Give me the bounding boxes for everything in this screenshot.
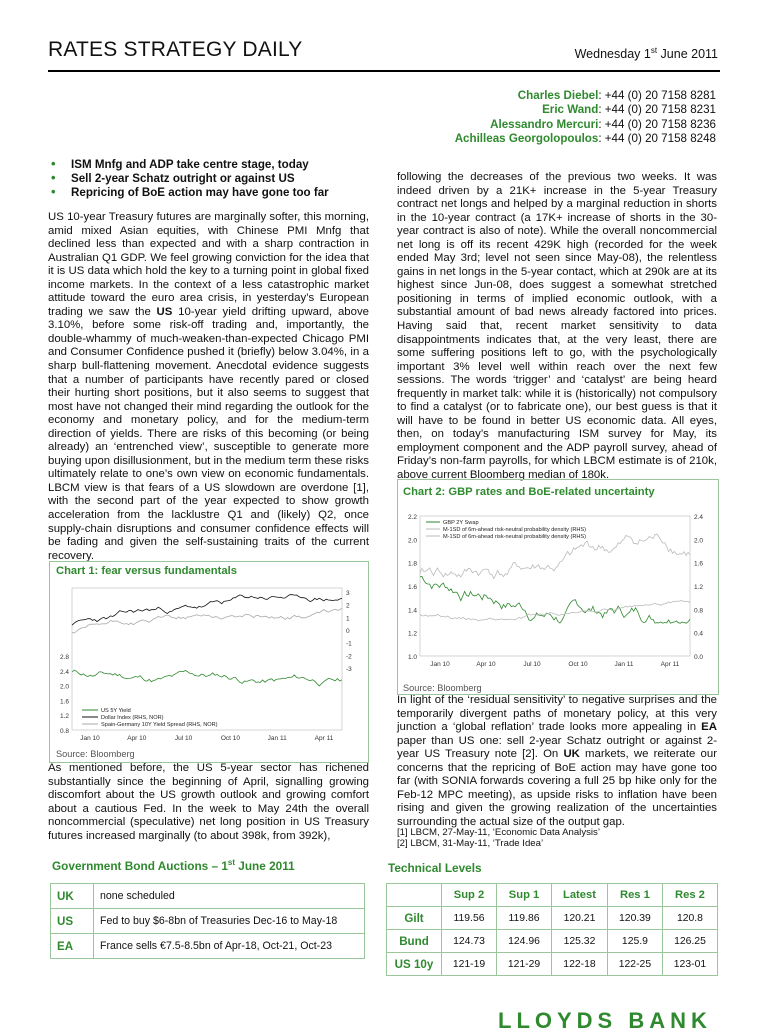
technical-title: Technical Levels xyxy=(388,861,482,875)
text-run: US 10-year Treasury futures are marginally softer, this morning, amid mixed Asian equities, with Chinese PMI Mnfg that declined less than expected and with a sharp contraction in Australian Q1 GDP. We feel growing conviction for the idea that it is US data which hold the key to a turning point in global fixed income markets. In the context of a less catastrophic market attitude toward the euro area crisis, in yesterday’s European trading we saw the xyxy=(48,211,369,318)
table-cell: 125.9 xyxy=(607,930,662,953)
text-run: In light of the ‘residual sensitivity’ to negative surprises and the temporarily divergent paths of monetary policy, at this very junction a ‘global reflation’ trade looks more appealing in xyxy=(397,694,717,734)
chart2-right-tick: 1.6 xyxy=(694,560,704,568)
chart2-x-tick: Jan 11 xyxy=(614,661,634,668)
left-column-text-2 xyxy=(48,762,369,843)
chart1-left-tick: 1.2 xyxy=(59,713,69,721)
chart1-right-tick: 0 xyxy=(346,628,350,635)
chart2-legend-label: M-1SD of 6m-ahead risk-neutral probability density (RHS) xyxy=(443,534,587,541)
header-rule xyxy=(48,70,720,72)
table-header-row xyxy=(387,884,718,907)
table-cell: 119.56 xyxy=(442,907,497,930)
table-cell: 125.32 xyxy=(552,930,608,953)
paragraph: As mentioned before, the US 5-year sector has richened substantially since the beginning of April, signalling growing discomfort about the US growth outlook and growing comfort about a cautious Fed. In the week to May 24th the overall noncommercial (speculative) net long position in US Treasury futures increased marginally (to about 398k, from 392k), xyxy=(48,762,369,842)
table-cell: 120.39 xyxy=(607,907,662,930)
chart2-x-tick: Jan 10 xyxy=(430,661,450,668)
chart1-right-tick: 3 xyxy=(346,590,350,597)
table-cell: 119.86 xyxy=(497,907,552,930)
table-cell: France sells €7.5-8.5bn of Apr-18, Oct-21, Oct-23 xyxy=(94,934,365,959)
contact-item xyxy=(316,132,716,146)
auctions-title-sup: st xyxy=(227,858,236,867)
chart1-series-dollar xyxy=(72,595,342,626)
chart1-left-tick: 2.4 xyxy=(59,668,69,676)
table-row xyxy=(51,909,365,934)
auctions-title xyxy=(52,858,295,873)
auctions-table xyxy=(50,883,365,959)
key-point: • Repricing of BoE action may have gone too far xyxy=(48,186,378,200)
left-column-text xyxy=(48,211,369,563)
chart1-x-tick: Jul 10 xyxy=(174,735,193,742)
key-points xyxy=(48,158,378,199)
table-cell-key: UK xyxy=(51,884,94,909)
chart2-left-tick: 1.4 xyxy=(407,607,417,615)
chart1-left-tick: 2.0 xyxy=(59,683,69,691)
chart1-series-us5y xyxy=(72,670,342,686)
contact-list xyxy=(316,89,716,147)
chart2-legend-label: GBP 2Y Swap xyxy=(443,520,479,527)
chart2-left-tick: 2.2 xyxy=(407,514,417,521)
table-cell: none scheduled xyxy=(94,884,365,909)
table-cell: 124.73 xyxy=(442,930,497,953)
chart2-right-tick: 2.0 xyxy=(694,537,704,545)
text-run: 10-year yield drifting upward, above 3.10%, before some risk-off trading and, importantly, the double-whammy of much-weaken-than-expected Chicago PMI and Consumer Confidence pushed it (briefly) below 3.04%, in a sharp bull-flattening movement. Anecdotal evidence suggests that a number of participants have recently pared or closed their hurting short positions, but it also seems to suggest that most have not changed their mind regarding the outlook for the economy and monetary policy, and for the medium-term direction of yields. There are risks of this becoming (or being already) an ‘entrenched view’, susceptible to generate more buying upon disillusionment, but in the medium term these risks ultimately relate to one’s own view on economic fundamentals. LBCM view is that fears of a US slowdown are overdone [1], with the second part of the year expected to show growth acceleration from the lacklustre Q1 and (likely) Q2, once supply-chain disruptions and consumer confidence effects will be fading and given the self-sustaining traits of the current recovery. xyxy=(48,305,369,562)
chart1-legend-label: Dollar Index (RHS, NOR) xyxy=(101,715,164,722)
date-day: Wednesday 1 xyxy=(574,47,651,62)
table-cell: 120.21 xyxy=(552,907,608,930)
chart2-plot xyxy=(398,506,716,678)
contact-phone: : +44 (0) 20 7158 8236 xyxy=(598,117,716,131)
contact-name: Alessandro Mercuri xyxy=(490,117,599,131)
chart2-right-tick: 0.0 xyxy=(694,654,704,661)
chart2-series-gbp2y xyxy=(420,576,690,623)
chart2-right-tick: 0.4 xyxy=(694,630,704,638)
paragraph xyxy=(397,694,717,829)
chart1-source: Source: Bloomberg xyxy=(56,749,135,759)
paragraph: following the decreases of the previous two weeks. It was indeed driven by a 21K+ increase in the 5-year Treasury contract net longs and helped by a marginal reduction in shorts in the 10-year contract (a 17K+ increase of shorts in the 30-year contract is also of note). While the overall noncommercial net long is off its recent 429K high (recorded for the week ended May 3rd; level not seen since May-08), the relentless gains in net longs in the 5-year contact, which at 290k are at its highest since Jun-08, does suggest a somewhat stretched positioning in terms of implied economic outlook, with a substantial amount of bad news already factored into prices. Having said that, recent market sensitivity to data disappointments indicates that, at the very least, there are some suffering positions left to go, with the psychologically important 3% level well within reach over the next few sessions. The words ‘trigger’ and ‘catalyst’ are being heard frequently in market talk: while it is (historically) not compulsory to find a catalyst (or to fabricate one), our best guess is that it will have to be found in better US economic data. All eyes, then, on today’s manufacturing ISM survey for May, its employment component and the ADP payroll survey, ahead of Friday’s non-farm payrolls, for which LBCM estimate is of 210k, above current Bloomberg median of 180k. xyxy=(397,171,717,482)
chart1-right-tick: -1 xyxy=(346,640,352,648)
chart2-series-plus1sd xyxy=(420,534,690,578)
chart2-left-tick: 2.0 xyxy=(407,537,417,545)
chart1-x-tick: Apr 10 xyxy=(127,735,147,742)
chart1-x-tick: Oct 10 xyxy=(220,735,240,742)
table-header-empty xyxy=(387,884,442,907)
table-cell: 124.96 xyxy=(497,930,552,953)
report-date xyxy=(575,46,718,61)
chart2-x-tick: Oct 10 xyxy=(568,661,588,668)
auctions-title-date: June 2011 xyxy=(235,858,295,873)
table-row xyxy=(51,884,365,909)
contact-name: Achilleas Georgolopoulos xyxy=(454,132,599,146)
chart1-right-tick: 1 xyxy=(346,615,350,623)
chart1-left-tick: 0.8 xyxy=(59,728,69,735)
bank-logo: LLOYDS BANK xyxy=(498,1008,712,1033)
table-header: Latest xyxy=(552,884,608,907)
chart1-x-tick: Jan 10 xyxy=(80,735,100,742)
table-cell: Fed to buy $6-8bn of Treasuries Dec-16 to May-18 xyxy=(94,909,365,934)
contact-item xyxy=(316,118,716,132)
contact-item xyxy=(316,89,716,103)
chart1-x-tick: Apr 11 xyxy=(314,735,334,742)
chart2-x-tick: Jul 10 xyxy=(523,661,541,668)
right-column-text xyxy=(397,171,717,483)
chart1-legend-label: US 5Y Yield xyxy=(101,708,131,715)
technical-table xyxy=(386,883,718,976)
table-cell: 121-19 xyxy=(442,953,497,976)
table-header: Res 1 xyxy=(607,884,662,907)
table-cell-key: Bund xyxy=(387,930,442,953)
text-bold: EA xyxy=(701,721,717,734)
contact-phone: : +44 (0) 20 7158 8231 xyxy=(598,103,716,117)
contact-phone: : +44 (0) 20 7158 8248 xyxy=(598,132,716,146)
right-column-text-2 xyxy=(397,694,717,829)
table-cell-key: US xyxy=(51,909,94,934)
table-cell-key: EA xyxy=(51,934,94,959)
chart2-right-tick: 2.4 xyxy=(694,514,704,521)
auctions-title-text: Government Bond Auctions – 1 xyxy=(52,858,228,873)
chart2-title: Chart 2: GBP rates and BoE-related uncertainty xyxy=(403,486,655,498)
chart2-left-tick: 1.2 xyxy=(407,630,417,638)
chart1-right-tick: -3 xyxy=(346,666,352,673)
footnote: [2] LBCM, 31-May-11, ‘Trade Idea’ xyxy=(397,838,544,849)
footnote: [1] LBCM, 27-May-11, ‘Economic Data Analysis’ xyxy=(397,827,600,838)
date-rest: June 2011 xyxy=(657,47,718,62)
text-run: paper than US one: sell 2-year Schatz outright or against 2-year US Treasury note [2]. On xyxy=(397,734,717,761)
chart1-right-tick: 2 xyxy=(346,602,350,610)
chart2-left-tick: 1.6 xyxy=(407,584,417,591)
table-row xyxy=(51,934,365,959)
text-run: markets, we reiterate our concerns that the repricing of BoE action may have gone too far (with SONIA forwards covering a full 25 bp hike only for the Feb-12 MPC meeting), as upside risks to inflation have been rising and given the growing realization of the uncertainties surrounding the actual size of the output gap. xyxy=(397,748,717,828)
chart2-x-tick: Apr 10 xyxy=(476,661,496,668)
table-header: Sup 2 xyxy=(442,884,497,907)
chart1-left-tick: 1.6 xyxy=(59,698,69,706)
footnotes xyxy=(397,827,600,849)
table-cell: 122-18 xyxy=(552,953,608,976)
chart2-series-minus1sd xyxy=(420,601,690,621)
chart1-x-tick: Jan 11 xyxy=(267,735,287,742)
table-cell: 120.8 xyxy=(662,907,717,930)
chart1-plot xyxy=(50,580,366,748)
chart2-left-tick: 1.0 xyxy=(407,654,417,661)
table-row xyxy=(387,930,718,953)
chart2-right-tick: 0.8 xyxy=(694,607,704,615)
report-title: RATES STRATEGY DAILY xyxy=(48,38,303,61)
chart2-right-tick: 1.2 xyxy=(694,584,704,591)
date-sup: st xyxy=(650,46,658,55)
table-cell-key: US 10y xyxy=(387,953,442,976)
text-bold: US xyxy=(156,305,173,318)
contact-name: Charles Diebel xyxy=(517,89,599,102)
chart2-source: Source: Bloomberg xyxy=(403,683,482,693)
chart2-x-tick: Apr 11 xyxy=(660,661,680,668)
table-row xyxy=(387,953,718,976)
text-bold: UK xyxy=(563,748,580,761)
chart2-legend-label: M-1SD of 6m-ahead risk-neutral probability density (RHS) xyxy=(443,527,587,534)
table-header: Res 2 xyxy=(662,884,717,907)
chart1-title: Chart 1: fear versus fundamentals xyxy=(56,565,237,577)
table-cell: 121-29 xyxy=(497,953,552,976)
chart1-series-spread xyxy=(72,608,342,633)
table-cell: 123-01 xyxy=(662,953,717,976)
table-row xyxy=(387,907,718,930)
chart1-left-tick: 2.8 xyxy=(59,654,69,661)
table-cell-key: Gilt xyxy=(387,907,442,930)
contact-name: Eric Wand xyxy=(542,103,599,117)
paragraph xyxy=(48,211,369,563)
contact-phone: : +44 (0) 20 7158 8281 xyxy=(598,89,716,102)
key-point: • Sell 2-year Schatz outright or against US xyxy=(48,172,378,186)
chart2-left-tick: 1.8 xyxy=(407,560,417,568)
key-point: • ISM Mnfg and ADP take centre stage, today xyxy=(48,158,378,172)
chart1-legend-label: Spain-Germany 10Y Yield Spread (RHS, NOR) xyxy=(101,722,218,729)
chart1-right-tick: -2 xyxy=(346,653,352,661)
table-cell: 122-25 xyxy=(607,953,662,976)
table-cell: 126.25 xyxy=(662,930,717,953)
table-header: Sup 1 xyxy=(497,884,552,907)
contact-item xyxy=(316,103,716,117)
